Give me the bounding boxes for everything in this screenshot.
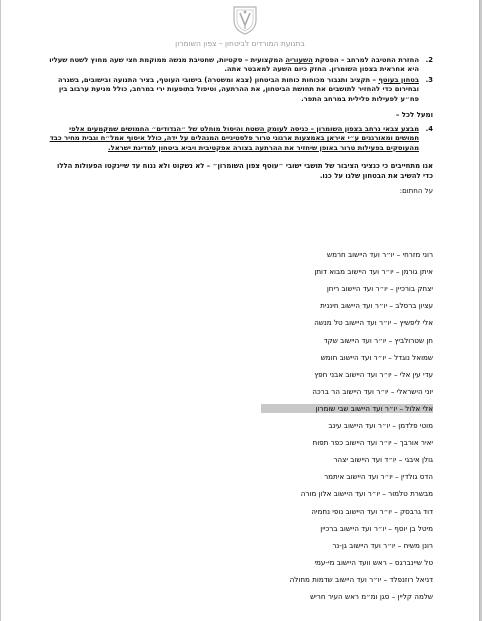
signatory-line: חן שטרולביץ – יו״ר ועד היישוב שקד [323,335,433,345]
letter-body [45,56,433,195]
demand-text-run: – תקציב ותגבור מכוחות כוחות הביטחון (צבא ומשטרה) בישובי העוטף, בציר התנועה ובישובים, בשגרה ובחירום כדי להחזיר לתושבים את תחושת הביטחון, את ההרתעה, וטיפול בתופעות ירי במרחב, כולל מניעת ערבוב בין פח״ע לפעילות פלילית במרחב התפר. [57,75,419,103]
demand-text-run: החזרת החטיבה למרחב – הפסקת [312,56,419,64]
demand-number: 4. [425,125,433,134]
signatory-line: רוני מזרחי – יו״ר ועד היישוב חרמש [326,250,433,259]
signatory-line: דניאל רוזנפלד – יו״ר ועד היישוב שדמות מחולה [289,574,433,584]
signed-label: על החתום: [399,187,433,196]
signatory-line: עציון ברסלב – יו״ר ועד היישוב חיננית [320,301,433,311]
signatory-line: דוד גרבסק – יו״ר ועד היישוב נופי נחמיה [311,506,433,516]
signatory-line: שלמה קליין – סגן ומ״מ ראש העיר חריש [310,592,433,601]
organization-name: בתנועת המורדים לביטחון – צפון השומרון [175,39,305,48]
signatory-line: מיטל בן יוסף – יו״ר ועד היישוב ברכיין [320,523,433,533]
signatory-line: יצחק בורכיין – יו״ר ועד היישוב ריחן [326,284,433,294]
signatory-line: מבשרת טלמור – יו״ר ועד היישוב אלון מורה [300,489,433,499]
signatory-line: שמואל נוגדל – יו״ר ועד היישוב חומש [320,352,433,362]
demand-number: 3. [425,75,433,84]
signatory-line: יאיר אורבך – יו״ר ועד היישוב כפר תפוח [312,438,433,448]
demands-list [45,56,433,104]
signatory-line: איתן גורמן – יו״ר ועד היישוב מבוא דותן [314,267,433,277]
mainly-label: ומעל לכל – [395,111,433,120]
demand-item-4 [45,125,433,153]
signatory-line: אלי אלול – יו״ר ועד היישוב שבי שומרון [261,404,433,413]
signatory-line: הדס גולדין – יו״ר ועד היישוב איתמר [324,472,433,482]
signatory-line: עדי עין אלי – יו״ר ועד היישוב אבני חפץ [314,369,433,379]
document-page [1,0,480,621]
demand-text-run: בטחון בעוטף [378,75,419,84]
signatory-line: טל שיינברגס – ראש וועד היישוב מי-עמי [314,557,433,567]
signatory-line: גולן איבגי – יו״ד ועד היישוב יצהר [333,455,433,465]
shield-emblem-icon [228,3,262,37]
demand-text: מבצע צבאי נרחב בצפון השומרון – כניסה לעומק השטח והיסול מוחלט של ״הגדודים״ החמושים שמקמעים אלפי חמושים ומאורגנים ע״י איראן באמצעות ארגוני טרור פלסטיניים המנהלים על ידה, כולל איסוף אמל״ח וגבית מחיר כבד מהעוסקים בפעילות טרור באופן שיחזיר את ההרתעה בצורה אפקטיבית ויביא ביטחון למדינת ישראל. [49,125,419,152]
closing-statement: אנו מתחייבים כי כנציגי הציבור של תושבי ישובי ״עוטף צפון השומרון״ – לא נשקוט ולא ננוח עד שיינקטו הפעולות הללו כדי להשיב את הבטחון שלנו על כנו. [56,162,433,180]
signatory-line: אלי ליפשיץ – יו״ר ועד היישוב טל מנשה [314,318,433,328]
demand-item-2 [45,56,433,75]
signatory-line: יוני הישראלי – יו״ר ועד היישוב הר ברכה [312,386,433,396]
demand-text-run: המקצועית – סקטיות, שחטיבת מנשה ממוקמת חצי שעה מחוץ לשטח שעליו היא אחראית בצפון השומרון. החזק כיום השעה למאבטר אתה. [49,56,419,74]
demand-text-run: השעוריה [285,56,313,64]
signatory-line: מוטי פלדמן – יו״ר ועד היישוב עינב [328,421,433,430]
demand-item-3 [45,76,433,104]
signatory-line: רונן משיח – יו״ר ועד היישוב גן-נר [332,540,433,550]
demand-number: 2. [425,56,433,64]
